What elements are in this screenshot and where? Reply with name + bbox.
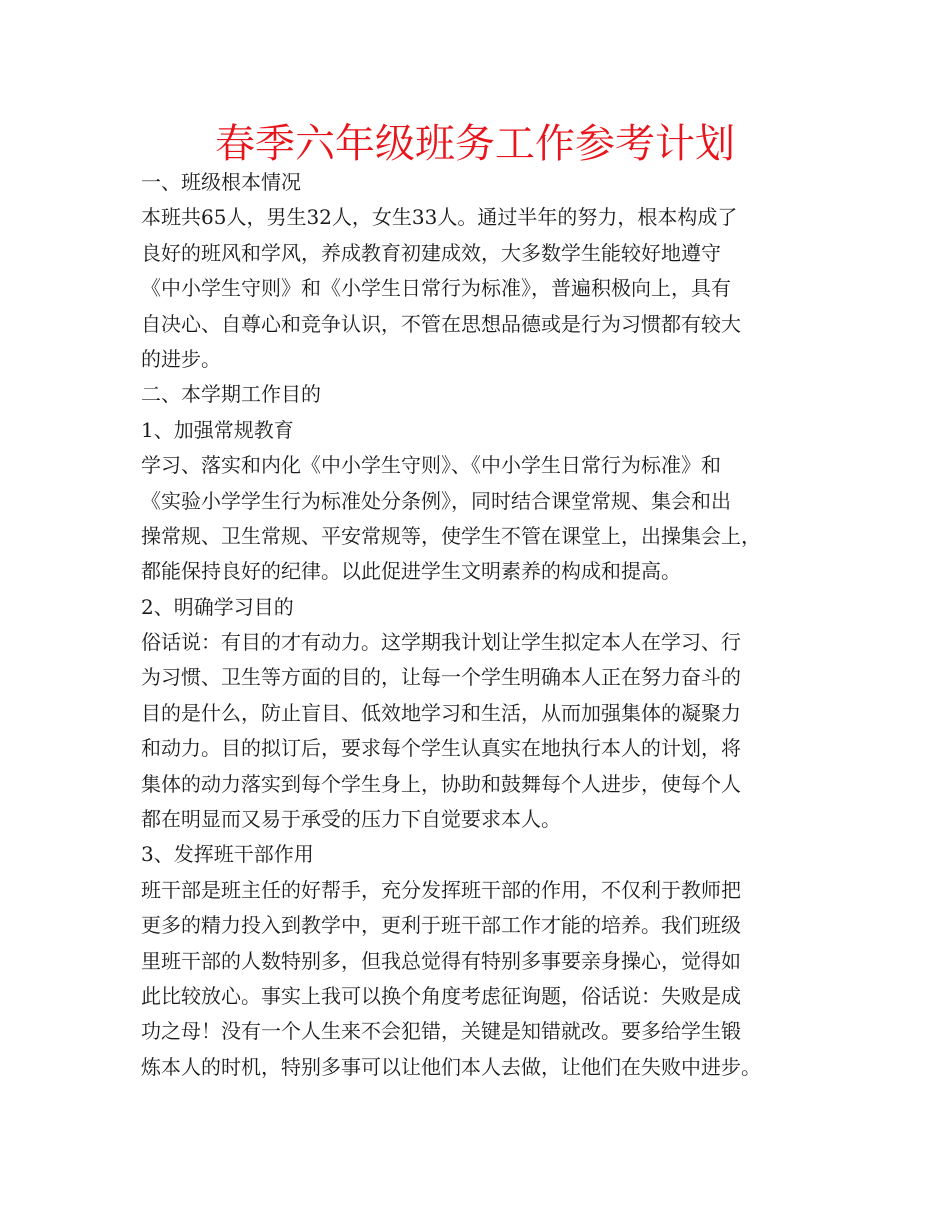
- subsection-heading: 1、加强常规教育: [141, 417, 294, 442]
- paragraph-line: 炼本人的时机，特别多事可以让他们本人去做，让他们在失败中进步。: [141, 1054, 761, 1079]
- paragraph-line: 里班干部的人数特别多，但我总觉得有特别多事要亲身操心，觉得如: [141, 948, 741, 973]
- paragraph-line: 功之母！没有一个人生来不会犯错，关键是知错就改。要多给学生锻: [141, 1019, 741, 1044]
- paragraph-line: 班干部是班主任的好帮手，充分发挥班干部的作用，不仅利于教师把: [141, 877, 741, 902]
- paragraph-line: 良好的班风和学风，养成教育初建成效，大多数学生能较好地遵守: [141, 240, 721, 265]
- paragraph-line: 自决心、自尊心和竞争认识，不管在思想品德或是行为习惯都有较大: [141, 311, 741, 336]
- paragraph-line: 的进步。: [141, 346, 221, 371]
- document-body: [141, 165, 831, 1085]
- paragraph-line: 《实验小学学生行为标准处分条例》，同时结合课堂常规、集会和出: [141, 488, 731, 513]
- paragraph-line: 集体的动力落实到每个学生身上，协助和鼓舞每个人进步，使每个人: [141, 771, 741, 796]
- section-heading: 一、班级根本情况: [141, 170, 301, 194]
- paragraph-line: 《中小学生守则》和《小学生日常行为标准》，普遍积极向上，具有: [141, 276, 731, 301]
- paragraph-line: 此比较放心。事实上我可以换个角度考虑征询题，俗话说：失败是成: [141, 983, 741, 1008]
- paragraph-line: 更多的精力投入到教学中，更利于班干部工作才能的培养。我们班级: [141, 913, 741, 938]
- paragraph-line: 目的是什么，防止盲目、低效地学习和生活，从而加强集体的凝聚力: [141, 700, 741, 725]
- paragraph-line: 都在明显而又易于承受的压力下自觉要求本人。: [141, 807, 561, 832]
- paragraph-line: 操常规、卫生常规、平安常规等，使学生不管在课堂上，出操集会上，: [141, 523, 761, 548]
- paragraph-line: 都能保持良好的纪律。以此促进学生文明素养的构成和提高。: [141, 559, 681, 584]
- subsection-heading: 3、发挥班干部作用: [141, 842, 314, 867]
- paragraph-line: 俗话说：有目的才有动力。这学期我计划让学生拟定本人在学习、行: [141, 630, 741, 655]
- paragraph-line: 本班共65人，男生32人，女生33人。通过半年的努力，根本构成了: [141, 205, 738, 230]
- paragraph-line: 学习、落实和内化《中小学生守则》、《中小学生日常行为标准》和: [141, 453, 721, 478]
- subsection-heading: 2、明确学习目的: [141, 594, 294, 619]
- paragraph-line: 为习惯、卫生等方面的目的，让每一个学生明确本人正在努力奋斗的: [141, 665, 741, 690]
- section-heading: 二、本学期工作目的: [141, 382, 321, 407]
- paragraph-line: 和动力。目的拟订后，要求每个学生认真实在地执行本人的计划，将: [141, 736, 741, 761]
- document-title: 春季六年级班务工作参考计划: [215, 121, 735, 167]
